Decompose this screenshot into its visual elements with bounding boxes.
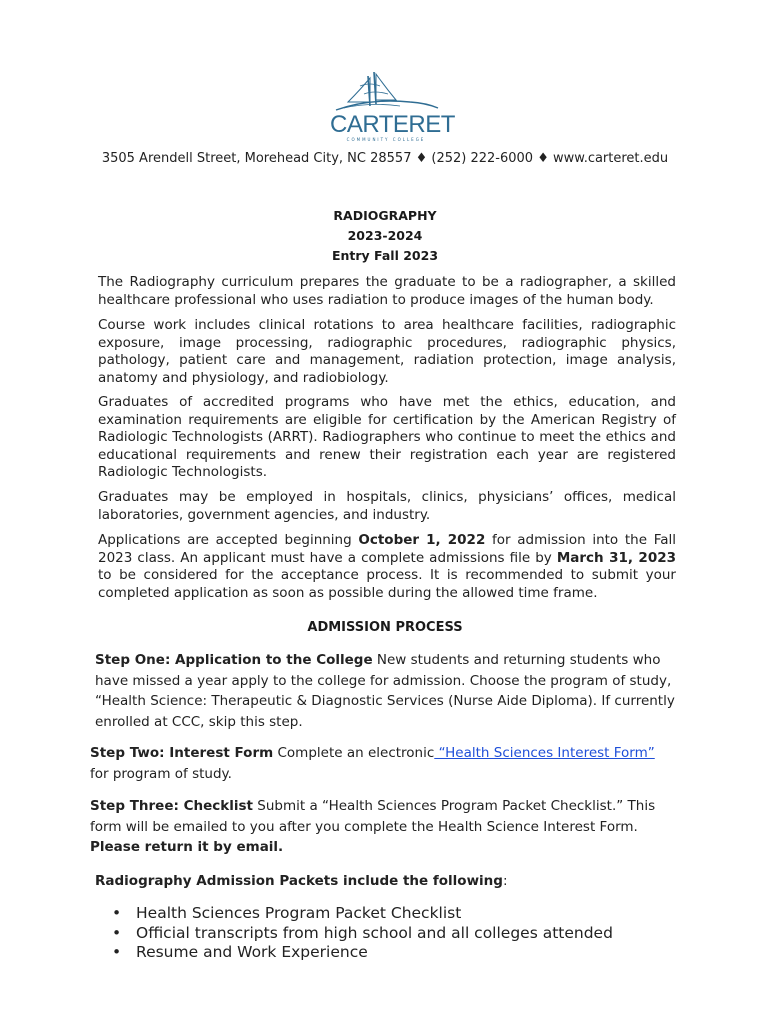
- list-item: • Resume and Work Experience: [108, 943, 613, 963]
- program-entry: Entry Fall 2023: [331, 248, 439, 263]
- deadline-date: March 31, 2023: [556, 549, 677, 566]
- program-title: RADIOGRAPHY: [333, 208, 437, 223]
- college-logo: [330, 68, 455, 148]
- step-one: Step One: Application to the College New students and returning students who have missed a year apply to the college for admission. Choose the program of study, “Health Science: Therapeutic & Diagnostic Services (Nurse Aide Diploma). If currently enrolled at CCC, skip this step.: [95, 652, 675, 730]
- logo-subtext: COMMUNITY COLLEGE: [346, 137, 426, 142]
- paragraph-coursework: Course work includes clinical rotations to area healthcare facilities, radiographic exposure, image processing, radiographic procedures, radiographic physics, pathology, patient care and management, radiation protection, image analysis, anatomy and physiology, and radiobiology.: [98, 317, 676, 386]
- step-three-label: Step Three: Checklist: [90, 798, 253, 814]
- paragraph-employment: Graduates may be employed in hospitals, clinics, physicians’ offices, medical laboratories, government agencies, and industry.: [98, 489, 676, 523]
- program-years: 2023-2024: [347, 228, 423, 243]
- step-three: Step Three: Checklist Submit a “Health Sciences Program Packet Checklist.” This form will be emailed to you after you complete the Health Science Interest Form. Please return it by email.: [90, 798, 656, 855]
- step-one-label: Step One: Application to the College: [95, 652, 373, 668]
- packet-items-list: [108, 904, 613, 963]
- list-item: • Health Sciences Program Packet Checklist: [108, 904, 613, 924]
- paragraph-applications: Applications are accepted beginning October 1, 2022 for admission into the Fall 2023 class. An applicant must have a complete admissions file by March 31, 2023 to be considered for the acceptance process. It is recommended to submit your completed application as soon as possible during the allowed time frame.: [98, 532, 677, 601]
- open-date: October 1, 2022: [358, 532, 486, 548]
- return-by-email: Please return it by email.: [90, 839, 284, 855]
- admission-heading: ADMISSION PROCESS: [307, 620, 463, 635]
- paragraph-intro: The Radiography curriculum prepares the graduate to be a radiographer, a skilled healthcare professional who uses radiation to produce images of the human body.: [98, 274, 676, 308]
- packets-heading: Radiography Admission Packets include the following:: [95, 873, 508, 889]
- step-two: Step Two: Interest Form Complete an electronic “Health Sciences Interest Form” for program of study.: [90, 745, 655, 782]
- address-line: 3505 Arendell Street, Morehead City, NC 28557 ♦ (252) 222-6000 ♦ www.carteret.edu: [101, 151, 669, 166]
- list-item: • Official transcripts from high school and all colleges attended: [108, 924, 613, 944]
- sailboat-icon: [330, 68, 442, 114]
- interest-form-link[interactable]: “Health Sciences Interest Form”: [434, 745, 655, 761]
- paragraph-certification: Graduates of accredited programs who have met the ethics, education, and examination requirements are eligible for certification by the American Registry of Radiologic Technologists (ARRT). Radiographers who continue to meet the ethics and educational requirements and renew their registration each year are registered Radiologic Technologists.: [98, 394, 676, 480]
- step-two-label: Step Two: Interest Form: [90, 745, 274, 761]
- logo-wordmark: CARTERET: [330, 111, 455, 138]
